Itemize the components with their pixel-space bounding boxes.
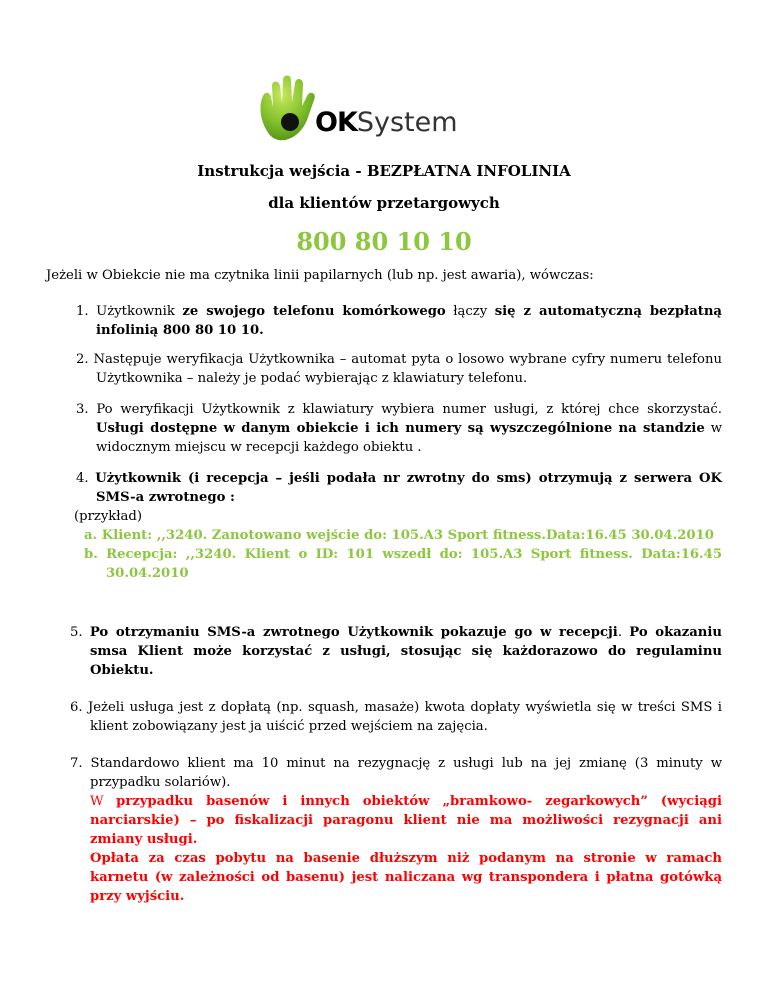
item-5-text-c: Po okazaniu smsa Klient może korzystać z usługi, stosując się każdorazowo do regulaminu Obiektu.: [90, 625, 722, 678]
item-number: 1.: [76, 304, 97, 319]
item-number: 4.: [76, 471, 96, 486]
item-1-text-a: Użytkownik: [96, 304, 183, 319]
logo-wordmark: [315, 108, 458, 138]
item-3-text-a: Po weryfikacji Użytkownik z klawiatury wybiera numer usługi, z której chce skorzystać.: [96, 402, 722, 417]
list-item-3: [76, 400, 722, 457]
item-1-text-d: się z automatyczną bezpłatną infolinią 800 80 10 10.: [96, 304, 722, 338]
intro-text: Jeżeli w Obiekcie nie ma czytnika linii papilarnych (lub np. jest awaria), wówczas:: [46, 268, 594, 283]
example-label: (przykład): [74, 509, 143, 524]
logo-system-text: System: [356, 107, 458, 138]
item-5-text-b: .: [617, 625, 630, 640]
item-7-text: Standardowo klient ma 10 minut na rezygnację z usługi lub na jej zmianę (3 minuty w przypadku solariów).: [90, 756, 722, 790]
list-item-4: [76, 469, 722, 583]
item-2-text: Następuje weryfikacja Użytkownika – automat pyta o losowo wybrane cyfry numeru telefonu Użytkownika – należy je podać wybierając z klawiatury telefonu.: [93, 352, 722, 386]
item-5-text-a: Po otrzymaniu SMS-a zwrotnego Użytkownik pokazuje go w recepcji: [89, 625, 618, 640]
item-number: 2.: [76, 352, 94, 367]
item-7-red-text-b: Opłata za czas pobytu na basenie dłuższym niż podanym na stronie w ramach karnetu (w zależności od basenu) jest naliczana wg transpondera i płatna gotówką przy wyjściu.: [90, 851, 722, 904]
item-number: 7.: [70, 756, 91, 771]
item-3-text-c: w widocznym miejscu w recepcji każdego obiektu .: [96, 421, 722, 455]
item-7-red-text-a: przypadku basenów i innych obiektów „bramkowo- zegarkowych” (wyciągi narciarskie) – po fiskalizacji paragonu klient nie ma możliwości rezygnacji ani zmiany usługi.: [90, 794, 722, 847]
list-item-2: [76, 350, 722, 388]
list-item-5: [70, 623, 722, 680]
item-7-red-prefix: W: [90, 794, 117, 809]
document-subtitle: dla klientów przetargowych: [268, 194, 500, 212]
item-number: 3.: [76, 402, 97, 417]
item-3-text-b: Usługi dostępne w danym obiekcie i ich numery są wyszczególnione na standzie: [96, 421, 705, 436]
example-b: b. Recepcja: ,,3240. Klient o ID: 101 wszedł do: 105.A3 Sport fitness. Data:16.45 30.04.2010: [84, 547, 722, 581]
list-item-6: [70, 698, 722, 736]
list-item-7: [70, 754, 722, 906]
infoline-phone-number: 800 80 10 10: [296, 227, 472, 256]
oksystem-logo: [255, 74, 517, 144]
logo-ok-text: OK: [315, 107, 357, 138]
item-1-text-c: łączy: [445, 304, 495, 319]
item-number: 5.: [70, 625, 90, 640]
item-1-text-b: ze swojego telefonu komórkowego: [182, 304, 446, 319]
item-number: 6.: [70, 700, 88, 715]
item-6-text: Jeżeli usługa jest z dopłatą (np. squash, masaże) kwota dopłaty wyświetla się w treści SMS i klient zobowiązany jest ja uiścić przed wejściem na zajęcia.: [87, 700, 722, 734]
example-a: a. Klient: ,,3240. Zanotowano wejście do: 105.A3 Sport fitness.Data:16.45 30.04.2010: [84, 528, 714, 543]
list-item-1: [76, 302, 722, 340]
document-title: Instrukcja wejścia - BEZPŁATNA INFOLINIA: [197, 162, 571, 180]
item-4-text: Użytkownik (i recepcja – jeśli podała nr zwrotny do sms) otrzymują z serwera OK SMS-a zwrotnego :: [95, 471, 722, 505]
